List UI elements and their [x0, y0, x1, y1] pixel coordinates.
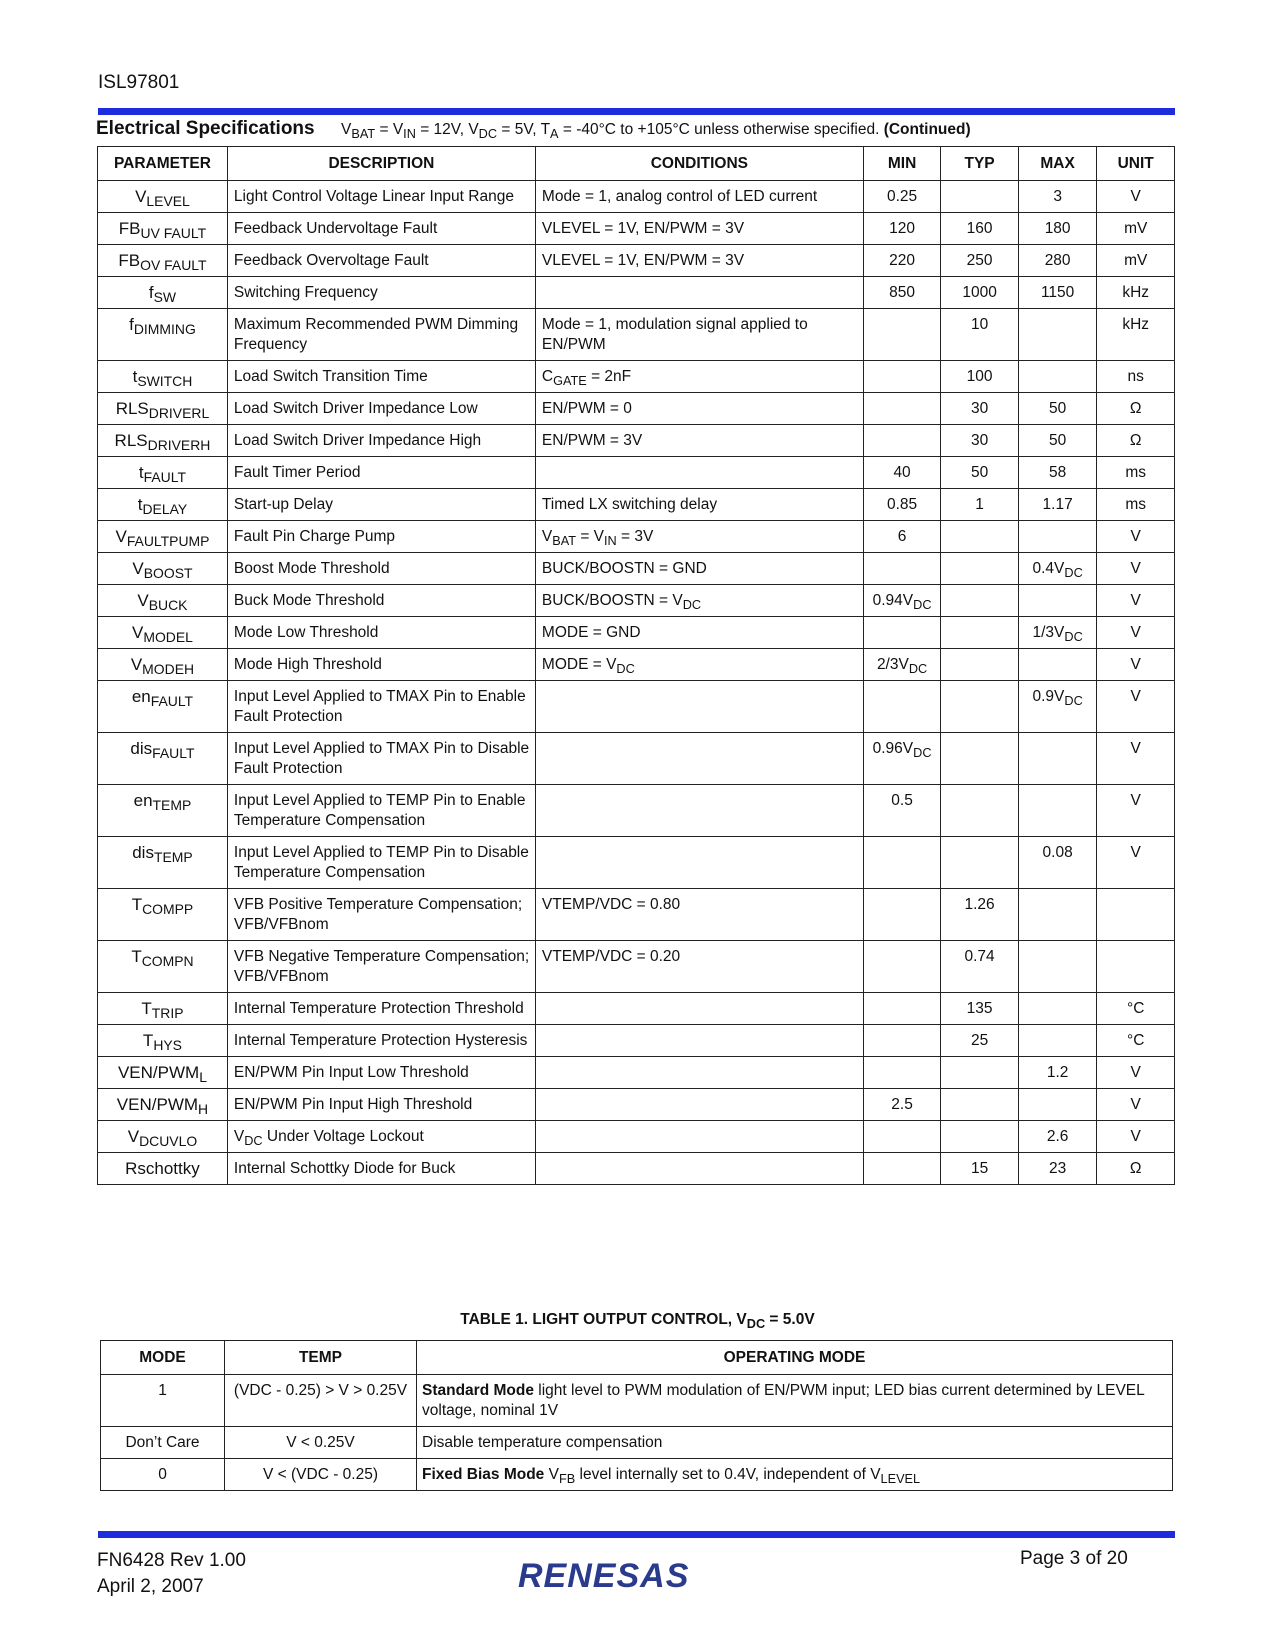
spec-row: [98, 993, 1175, 1025]
conditions-cell: [535, 837, 863, 889]
typ-cell: 100: [941, 361, 1019, 393]
conditions-cell: [535, 1089, 863, 1121]
description-cell: Boost Mode Threshold: [227, 553, 535, 585]
mode-cell: Don’t Care: [101, 1427, 225, 1459]
spec-row: [98, 521, 1175, 553]
typ-cell: 15: [941, 1153, 1019, 1185]
parameter-cell: $FB_{UV FAULT}$: [98, 213, 228, 245]
unit-cell: ms: [1097, 457, 1175, 489]
max-cell: 50: [1018, 425, 1097, 457]
spec-conditions: $V_{BAT} = V_{IN} = 12V$, $V_{DC} = 5V$, $T_A = -40^\circ C$ to +105°C unless otherwise specified.: [341, 121, 884, 141]
conditions-cell: VTEMP/VDC = 0.80: [535, 889, 863, 941]
operating-mode-cell: Standard Mode light level to PWM modulation of EN/PWM input; LED bias current determined by LEVEL voltage, nominal 1V: [417, 1375, 1173, 1427]
spec-row: [98, 309, 1175, 361]
max-cell: 23: [1018, 1153, 1097, 1185]
spec-row: [98, 1025, 1175, 1057]
parameter-cell: $FB_{OV FAULT}$: [98, 245, 228, 277]
conditions-cell: [535, 733, 863, 785]
description-cell: Fault Pin Charge Pump: [227, 521, 535, 553]
footer-rule: [98, 1531, 1175, 1538]
unit-cell: ns: [1097, 361, 1175, 393]
min-cell: [863, 941, 941, 993]
unit-cell: mV: [1097, 245, 1175, 277]
spec-heading: [96, 118, 971, 140]
max-cell: [1018, 361, 1097, 393]
description-cell: Load Switch Driver Impedance High: [227, 425, 535, 457]
spec-header-row: [98, 147, 1175, 181]
min-cell: [863, 1057, 941, 1089]
min-cell: [863, 393, 941, 425]
unit-cell: °C: [1097, 993, 1175, 1025]
max-cell: $0.9V_{DC}$: [1018, 681, 1097, 733]
parameter-cell: $T_{COMPN}$: [98, 941, 228, 993]
min-cell: 0.5: [863, 785, 941, 837]
unit-cell: [1097, 889, 1175, 941]
conditions-cell: [535, 1153, 863, 1185]
typ-cell: [941, 617, 1019, 649]
min-cell: [863, 425, 941, 457]
min-cell: 2.5: [863, 1089, 941, 1121]
min-cell: [863, 1153, 941, 1185]
unit-cell: [1097, 941, 1175, 993]
unit-cell: V: [1097, 1089, 1175, 1121]
parameter-cell: $V_{MODEH}$: [98, 649, 228, 681]
max-cell: [1018, 1089, 1097, 1121]
max-cell: 3: [1018, 181, 1097, 213]
typ-cell: 30: [941, 425, 1019, 457]
parameter-cell: Rschottky: [98, 1153, 228, 1185]
light-output-control-table: [100, 1340, 1173, 1491]
table1-row: [101, 1459, 1173, 1491]
description-cell: Internal Temperature Protection Hysteresis: [227, 1025, 535, 1057]
table1-caption: TABLE 1. LIGHT OUTPUT CONTROL, $V_{DC} = 5.0V$: [460, 1311, 815, 1331]
parameter-cell: $V_{DCUVLO}$: [98, 1121, 228, 1153]
typ-cell: 250: [941, 245, 1019, 277]
unit-cell: mV: [1097, 213, 1175, 245]
description-cell: Input Level Applied to TMAX Pin to Disable Fault Protection: [227, 733, 535, 785]
unit-cell: V: [1097, 785, 1175, 837]
max-cell: 50: [1018, 393, 1097, 425]
conditions-cell: Mode = 1, analog control of LED current: [535, 181, 863, 213]
min-cell: 0.25: [863, 181, 941, 213]
typ-cell: 135: [941, 993, 1019, 1025]
conditions-cell: BUCK/BOOSTN = $V_{DC}$: [535, 585, 863, 617]
max-cell: 0.08: [1018, 837, 1097, 889]
footer-left: [97, 1548, 246, 1600]
conditions-cell: EN/PWM = 3V: [535, 425, 863, 457]
mode-cell: 0: [101, 1459, 225, 1491]
conditions-cell: [535, 1057, 863, 1089]
spec-row: [98, 785, 1175, 837]
parameter-cell: $V_{BOOST}$: [98, 553, 228, 585]
max-cell: [1018, 889, 1097, 941]
description-cell: VFB Negative Temperature Compensation; VFB/VFBnom: [227, 941, 535, 993]
conditions-cell: [535, 277, 863, 309]
col-header-operating-mode: OPERATING MODE: [417, 1341, 1173, 1375]
spec-row: [98, 213, 1175, 245]
min-cell: 850: [863, 277, 941, 309]
typ-cell: [941, 733, 1019, 785]
min-cell: [863, 1025, 941, 1057]
spec-row: [98, 1089, 1175, 1121]
spec-row: [98, 553, 1175, 585]
spec-row: [98, 617, 1175, 649]
description-cell: Switching Frequency: [227, 277, 535, 309]
description-cell: Start-up Delay: [227, 489, 535, 521]
typ-cell: 50: [941, 457, 1019, 489]
parameter-cell: $RLS_{DRIVERH}$: [98, 425, 228, 457]
typ-cell: [941, 521, 1019, 553]
spec-row: [98, 489, 1175, 521]
min-cell: [863, 361, 941, 393]
parameter-cell: $en_{TEMP}$: [98, 785, 228, 837]
spec-row: [98, 1121, 1175, 1153]
parameter-cell: $f_{SW}$: [98, 277, 228, 309]
min-cell: $2/3V_{DC}$: [863, 649, 941, 681]
typ-cell: 25: [941, 1025, 1019, 1057]
spec-title: Electrical Specifications: [96, 118, 315, 139]
typ-cell: [941, 585, 1019, 617]
parameter-cell: $T_{COMPP}$: [98, 889, 228, 941]
parameter-cell: dis$_{TEMP}$: [98, 837, 228, 889]
spec-row: [98, 889, 1175, 941]
description-cell: Light Control Voltage Linear Input Range: [227, 181, 535, 213]
spec-row: [98, 393, 1175, 425]
conditions-cell: VLEVEL = 1V, EN/PWM = 3V: [535, 245, 863, 277]
spec-row: [98, 649, 1175, 681]
max-cell: [1018, 1025, 1097, 1057]
min-cell: [863, 309, 941, 361]
conditions-cell: [535, 993, 863, 1025]
description-cell: Internal Temperature Protection Threshold: [227, 993, 535, 1025]
description-cell: Mode High Threshold: [227, 649, 535, 681]
description-cell: EN/PWM Pin Input High Threshold: [227, 1089, 535, 1121]
max-cell: [1018, 649, 1097, 681]
description-cell: $V_{DC}$ Under Voltage Lockout: [227, 1121, 535, 1153]
description-cell: Fault Timer Period: [227, 457, 535, 489]
max-cell: [1018, 941, 1097, 993]
parameter-cell: $f_{DIMMING}$: [98, 309, 228, 361]
conditions-cell: $C_{GATE} = 2nF$: [535, 361, 863, 393]
max-cell: [1018, 521, 1097, 553]
spec-row: [98, 425, 1175, 457]
temp-cell: V < 0.25V: [225, 1427, 417, 1459]
parameter-cell: VEN/$PWM_H$: [98, 1089, 228, 1121]
typ-cell: [941, 837, 1019, 889]
spec-row: [98, 457, 1175, 489]
spec-row: [98, 1153, 1175, 1185]
col-header-description: DESCRIPTION: [227, 147, 535, 181]
description-cell: Input Level Applied to TMAX Pin to Enable Fault Protection: [227, 681, 535, 733]
spec-continued: (Continued): [883, 121, 971, 138]
max-cell: 1.17: [1018, 489, 1097, 521]
max-cell: [1018, 585, 1097, 617]
typ-cell: [941, 181, 1019, 213]
description-cell: Feedback Overvoltage Fault: [227, 245, 535, 277]
description-cell: Input Level Applied to TEMP Pin to Disable Temperature Compensation: [227, 837, 535, 889]
typ-cell: 30: [941, 393, 1019, 425]
description-cell: Input Level Applied to TEMP Pin to Enable Temperature Compensation: [227, 785, 535, 837]
parameter-cell: $V_{MODEL}$: [98, 617, 228, 649]
col-header-min: MIN: [863, 147, 941, 181]
typ-cell: [941, 649, 1019, 681]
parameter-cell: $en_{FAULT}$: [98, 681, 228, 733]
max-cell: 1150: [1018, 277, 1097, 309]
typ-cell: [941, 1089, 1019, 1121]
parameter-cell: dis$_{FAULT}$: [98, 733, 228, 785]
parameter-cell: $t_{FAULT}$: [98, 457, 228, 489]
min-cell: [863, 617, 941, 649]
unit-cell: V: [1097, 649, 1175, 681]
description-cell: Load Switch Transition Time: [227, 361, 535, 393]
max-cell: 1.2: [1018, 1057, 1097, 1089]
spec-row: [98, 245, 1175, 277]
min-cell: 6: [863, 521, 941, 553]
description-cell: EN/PWM Pin Input Low Threshold: [227, 1057, 535, 1089]
parameter-cell: $T_{HYS}$: [98, 1025, 228, 1057]
col-header-max: MAX: [1018, 147, 1097, 181]
col-header-conditions: CONDITIONS: [535, 147, 863, 181]
operating-mode-cell: Disable temperature compensation: [417, 1427, 1173, 1459]
min-cell: 0.85: [863, 489, 941, 521]
parameter-cell: $T_{TRIP}$: [98, 993, 228, 1025]
operating-mode-cell: Fixed Bias Mode $V_{FB}$ level internally set to 0.4V, independent of $V_{LEVEL}$: [417, 1459, 1173, 1491]
electrical-spec-table: [97, 146, 1175, 1185]
min-cell: [863, 1121, 941, 1153]
unit-cell: ms: [1097, 489, 1175, 521]
conditions-cell: MODE = $V_{DC}$: [535, 649, 863, 681]
spec-row: [98, 681, 1175, 733]
unit-cell: V: [1097, 553, 1175, 585]
min-cell: 40: [863, 457, 941, 489]
page-number: Page 3 of 20: [1020, 1548, 1128, 1569]
min-cell: [863, 993, 941, 1025]
table1-header-row: [101, 1341, 1173, 1375]
spec-row: [98, 941, 1175, 993]
document-id: ISL97801: [98, 72, 180, 93]
doc-date: April 2, 2007: [97, 1576, 204, 1597]
conditions-cell: Timed LX switching delay: [535, 489, 863, 521]
conditions-cell: Mode = 1, modulation signal applied to EN/PWM: [535, 309, 863, 361]
unit-cell: V: [1097, 617, 1175, 649]
min-cell: [863, 889, 941, 941]
unit-cell: Ω: [1097, 425, 1175, 457]
conditions-cell: [535, 457, 863, 489]
typ-cell: [941, 1121, 1019, 1153]
spec-row: [98, 837, 1175, 889]
conditions-cell: EN/PWM = 0: [535, 393, 863, 425]
typ-cell: 160: [941, 213, 1019, 245]
conditions-cell: [535, 785, 863, 837]
unit-cell: V: [1097, 521, 1175, 553]
unit-cell: V: [1097, 733, 1175, 785]
col-header-temp: TEMP: [225, 1341, 417, 1375]
max-cell: [1018, 993, 1097, 1025]
unit-cell: V: [1097, 1057, 1175, 1089]
conditions-cell: [535, 1025, 863, 1057]
col-header-mode: MODE: [101, 1341, 225, 1375]
unit-cell: V: [1097, 1121, 1175, 1153]
col-header-typ: TYP: [941, 147, 1019, 181]
spec-row: [98, 585, 1175, 617]
unit-cell: kHz: [1097, 309, 1175, 361]
typ-cell: [941, 1057, 1019, 1089]
spec-row: [98, 277, 1175, 309]
max-cell: [1018, 785, 1097, 837]
conditions-cell: $V_{BAT} = V_{IN} = 3V$: [535, 521, 863, 553]
logo-wordmark: RENESAS: [518, 1557, 690, 1595]
typ-cell: 10: [941, 309, 1019, 361]
min-cell: 220: [863, 245, 941, 277]
spec-row: [98, 1057, 1175, 1089]
col-header-unit: UNIT: [1097, 147, 1175, 181]
spec-row: [98, 733, 1175, 785]
temp-cell: (VDC - 0.25) > V > 0.25V: [225, 1375, 417, 1427]
unit-cell: V: [1097, 681, 1175, 733]
description-cell: Mode Low Threshold: [227, 617, 535, 649]
description-cell: Load Switch Driver Impedance Low: [227, 393, 535, 425]
conditions-cell: VLEVEL = 1V, EN/PWM = 3V: [535, 213, 863, 245]
description-cell: VFB Positive Temperature Compensation; VFB/VFBnom: [227, 889, 535, 941]
parameter-cell: $V_{FAULTPUMP}$: [98, 521, 228, 553]
parameter-cell: VEN/$PWM_L$: [98, 1057, 228, 1089]
temp-cell: V < (VDC - 0.25): [225, 1459, 417, 1491]
max-cell: [1018, 309, 1097, 361]
table1-row: [101, 1375, 1173, 1427]
description-cell: Feedback Undervoltage Fault: [227, 213, 535, 245]
unit-cell: V: [1097, 837, 1175, 889]
max-cell: 180: [1018, 213, 1097, 245]
typ-cell: [941, 681, 1019, 733]
typ-cell: [941, 553, 1019, 585]
spec-row: [98, 361, 1175, 393]
parameter-cell: $RLS_{DRIVERL}$: [98, 393, 228, 425]
min-cell: $0.94V_{DC}$: [863, 585, 941, 617]
parameter-cell: $t_{DELAY}$: [98, 489, 228, 521]
min-cell: [863, 553, 941, 585]
col-header-parameter: PARAMETER: [98, 147, 228, 181]
min-cell: [863, 681, 941, 733]
min-cell: 120: [863, 213, 941, 245]
mode-cell: 1: [101, 1375, 225, 1427]
unit-cell: °C: [1097, 1025, 1175, 1057]
typ-cell: 1: [941, 489, 1019, 521]
description-cell: Internal Schottky Diode for Buck: [227, 1153, 535, 1185]
table1-row: [101, 1427, 1173, 1459]
conditions-cell: MODE = GND: [535, 617, 863, 649]
min-cell: [863, 837, 941, 889]
description-cell: Maximum Recommended PWM Dimming Frequency: [227, 309, 535, 361]
parameter-cell: $V_{LEVEL}$: [98, 181, 228, 213]
typ-cell: 1.26: [941, 889, 1019, 941]
doc-number: FN6428 Rev 1.00: [97, 1550, 246, 1571]
typ-cell: 1000: [941, 277, 1019, 309]
parameter-cell: $V_{BUCK}$: [98, 585, 228, 617]
min-cell: $0.96V_{DC}$: [863, 733, 941, 785]
conditions-cell: [535, 681, 863, 733]
max-cell: $1/3V_{DC}$: [1018, 617, 1097, 649]
unit-cell: Ω: [1097, 393, 1175, 425]
max-cell: $0.4V_{DC}$: [1018, 553, 1097, 585]
max-cell: 58: [1018, 457, 1097, 489]
conditions-cell: VTEMP/VDC = 0.20: [535, 941, 863, 993]
unit-cell: V: [1097, 585, 1175, 617]
unit-cell: Ω: [1097, 1153, 1175, 1185]
typ-cell: 0.74: [941, 941, 1019, 993]
max-cell: 2.6: [1018, 1121, 1097, 1153]
max-cell: 280: [1018, 245, 1097, 277]
renesas-logo: [518, 1555, 718, 1595]
max-cell: [1018, 733, 1097, 785]
spec-row: [98, 181, 1175, 213]
description-cell: Buck Mode Threshold: [227, 585, 535, 617]
unit-cell: V: [1097, 181, 1175, 213]
parameter-cell: $t_{SWITCH}$: [98, 361, 228, 393]
conditions-cell: BUCK/BOOSTN = GND: [535, 553, 863, 585]
header-rule: [98, 108, 1175, 115]
conditions-cell: [535, 1121, 863, 1153]
typ-cell: [941, 785, 1019, 837]
unit-cell: kHz: [1097, 277, 1175, 309]
